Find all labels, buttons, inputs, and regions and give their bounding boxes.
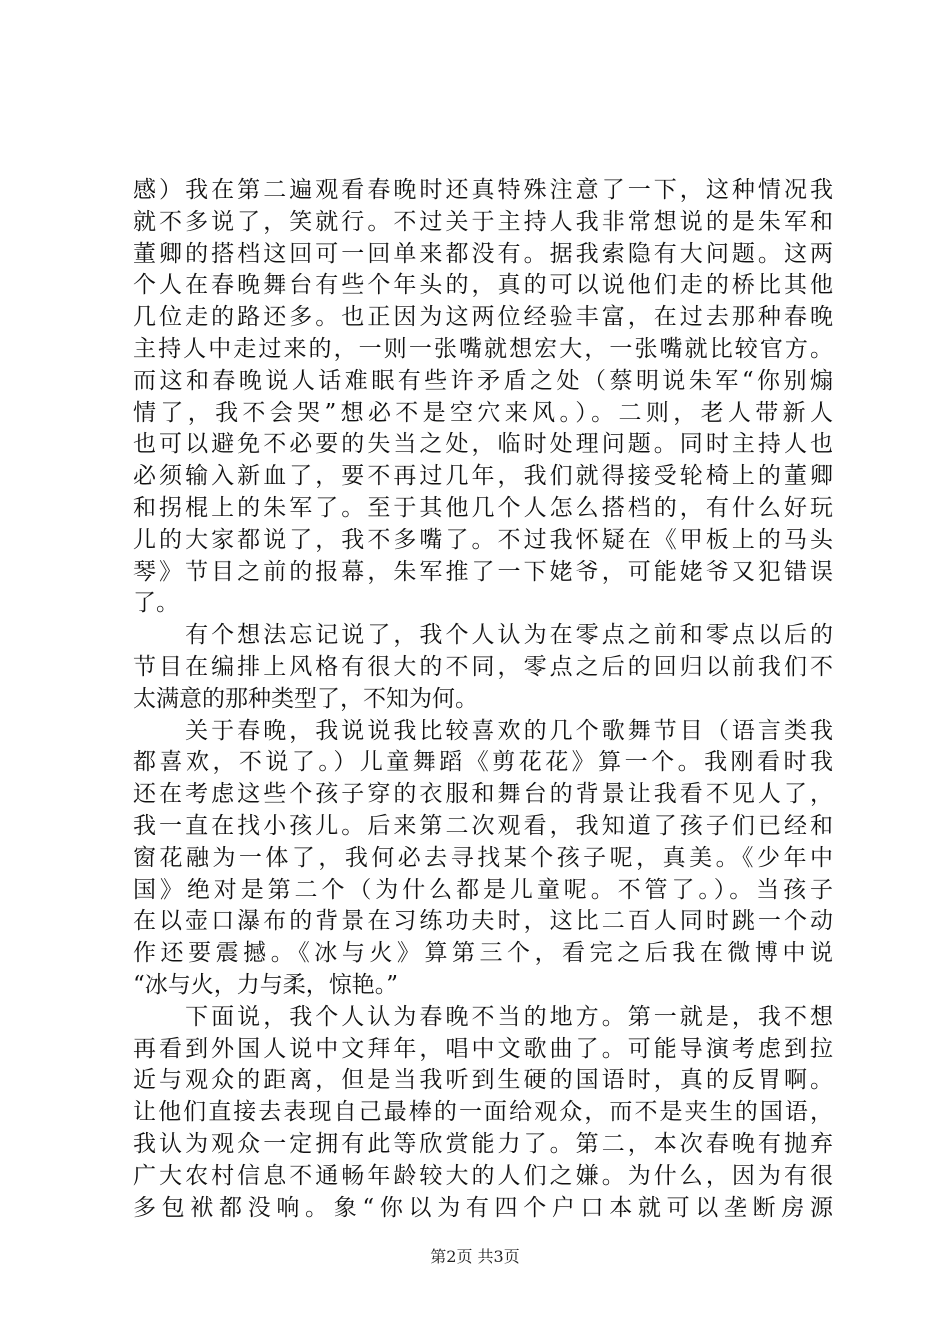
text-line: 几位走的路还多。也正因为这两位经验丰富，在过去那种春晚 xyxy=(133,304,833,331)
text-line: 节目在编排上风格有很大的不同，零点之后的回归以前我们不 xyxy=(133,653,833,680)
text-line: 近与观众的距离，但是当我听到生硬的国语时，真的反胃啊。 xyxy=(133,1067,833,1094)
text-line: 主持人中走过来的，一则一张嘴就想宏大，一张嘴就比较官方。 xyxy=(133,335,833,362)
text-line: 广大农村信息不通畅年龄较大的人们之嫌。为什么，因为有很 xyxy=(133,1162,833,1189)
text-line: 感）我在第二遍观看春晚时还真特殊注意了一下，这种情况我 xyxy=(133,177,833,203)
text-line: 董卿的搭档这回可一回单来都没有。据我索隐有大问题。这两 xyxy=(133,240,833,267)
text-line: 就不多说了，笑就行。不过关于主持人我非常想说的是朱军和 xyxy=(133,208,833,235)
text-line: 作还要震撼。《冰与火》算第三个，看完之后我在微博中说 xyxy=(133,940,833,967)
text-line: 我一直在找小孩儿。后来第二次观看，我知道了孩子们已经和 xyxy=(133,812,833,839)
paragraph-1 xyxy=(133,175,833,620)
text-line: 我认为观众一定拥有此等欣赏能力了。第二，本次春晚有抛弃 xyxy=(133,1130,833,1157)
body-text xyxy=(133,175,833,1224)
text-line: 窗花融为一体了，我何必去寻找某个孩子呢，真美。《少年中 xyxy=(133,844,833,871)
page-number-footer: 第2页 共3页 xyxy=(430,1247,520,1266)
text-line: 再看到外国人说中文拜年，唱中文歌曲了。可能导演考虑到拉 xyxy=(133,1035,833,1062)
text-line: 个人在春晚舞台有些个年头的，真的可以说他们走的桥比其他 xyxy=(133,272,833,299)
paragraph-4 xyxy=(133,1002,833,1225)
text-line: “冰与火，力与柔，惊艳。” xyxy=(133,971,399,998)
text-line: 必须输入新血了，要不再过几年，我们就得接受轮椅上的董卿 xyxy=(133,463,833,490)
text-line: 了。 xyxy=(133,590,179,617)
text-line: 在以壶口瀑布的背景在习练功夫时，这比二百人同时跳一个动 xyxy=(133,908,833,935)
text-line: 有个想法忘记说了，我个人认为在零点之前和零点以后的 xyxy=(133,622,833,649)
text-line: 国》绝对是第二个（为什么都是儿童呢。不管了。）。当孩子 xyxy=(133,876,833,903)
paragraph-3 xyxy=(133,716,833,1002)
text-line: 和拐棍上的朱军了。至于其他几个人怎么搭档的，有什么好玩 xyxy=(133,494,833,521)
text-line: 关于春晚，我说说我比较喜欢的几个歌舞节目（语言类我 xyxy=(133,717,833,744)
text-line: 太满意的那种类型了，不知为何。 xyxy=(133,685,478,712)
text-line: 琴》节目之前的报幕，朱军推了一下姥爷，可能姥爷又犯错误 xyxy=(133,558,833,585)
text-line: 也可以避免不必要的失当之处，临时处理问题。同时主持人也 xyxy=(133,431,833,458)
text-line: 多包袱都没响。象“你以为有四个户口本就可以垄断房源 xyxy=(133,1194,833,1221)
text-line: 下面说，我个人认为春晚不当的地方。第一就是，我不想 xyxy=(133,1003,833,1030)
text-line: 还在考虑这些个孩子穿的衣服和舞台的背景让我看不见人了， xyxy=(133,781,833,808)
text-line: 情了，我不会哭”想必不是空穴来风。）。二则，老人带新人 xyxy=(133,399,833,426)
paragraph-2 xyxy=(133,620,833,715)
text-line: 让他们直接去表现自己最棒的一面给观众，而不是夹生的国语， xyxy=(133,1099,833,1126)
text-line: 而这和春晚说人话难眠有些许矛盾之处（蔡明说朱军“你别煽 xyxy=(133,367,833,394)
text-line: 儿的大家都说了，我不多嘴了。不过我怀疑在《甲板上的马头 xyxy=(133,526,833,553)
text-line: 都喜欢，不说了。）儿童舞蹈《剪花花》算一个。我刚看时我 xyxy=(133,749,833,776)
